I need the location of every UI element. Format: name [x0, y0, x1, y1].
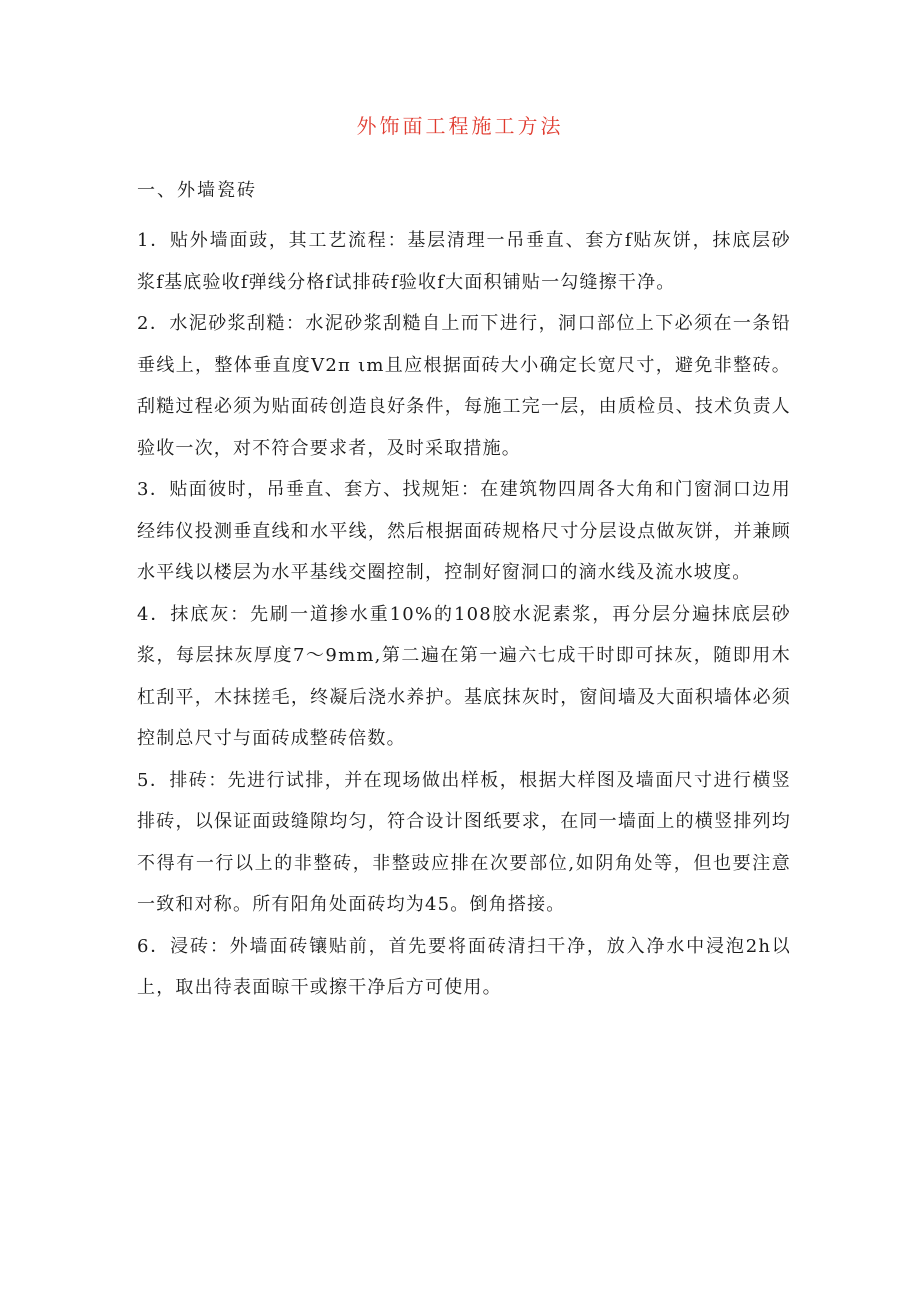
paragraph-6: 6．浸砖：外墙面砖镶贴前，首先要将面砖清扫干净，放入净水中浸泡2h以上，取出待表面晾干或擦干净后方可使用。	[137, 935, 791, 998]
paragraph-3: 3．贴面彼时，吊垂直、套方、找规矩：在建筑物四周各大角和门窗洞口边用经纬仪投测垂直线和水平线，然后根据面砖规格尺寸分层设点做灰饼，并兼顾水平线以楼层为水平基线交圈控制，控制好窗洞口的滴水线及流水坡度。	[137, 479, 791, 583]
paragraph-5: 5．排砖：先进行试排，并在现场做出样板，根据大样图及墙面尺寸进行横竖排砖，以保证面豉缝隙均匀，符合设计图纸要求，在同一墙面上的横竖排列均不得有一行以上的非整砖，非整豉应排在次要部位,如阴角处等，但也要注意一致和对称。所有阳角处面砖均为45。倒角搭接。	[137, 769, 791, 915]
paragraph-2: 2．水泥砂浆刮糙：水泥砂浆刮糙自上而下进行，洞口部位上下必须在一条铅垂线上，整体垂直度V2π ιm且应根据面砖大小确定长宽尺寸，避免非整砖。刮糙过程必须为贴面砖创造良好条件，每施工完一层，由质检员、技术负责人验收一次，对不符合要求者，及时采取措施。	[137, 313, 791, 459]
document-title: 外饰面工程施工方法	[356, 114, 564, 138]
document-body	[137, 220, 791, 1009]
paragraph-1: 1．贴外墙面豉，其工艺流程：基层清理一吊垂直、套方f贴灰饼，抹底层砂浆f基底验收f弹线分格f试排砖f验收f大面积铺贴一勾缝擦干净。	[137, 230, 791, 293]
paragraph-4: 4．抹底灰：先刷一道掺水重10%的108胶水泥素浆，再分层分遍抹底层砂浆，每层抹灰厚度7～9mm,第二遍在第一遍六七成干时即可抹灰，随即用木杠刮平，木抹搓毛，终凝后浇水养护。基底抹灰时，窗间墙及大面积墙体必须控制总尺寸与面砖成整砖倍数。	[137, 603, 791, 749]
section-heading: 一、外墙瓷砖	[137, 180, 257, 201]
